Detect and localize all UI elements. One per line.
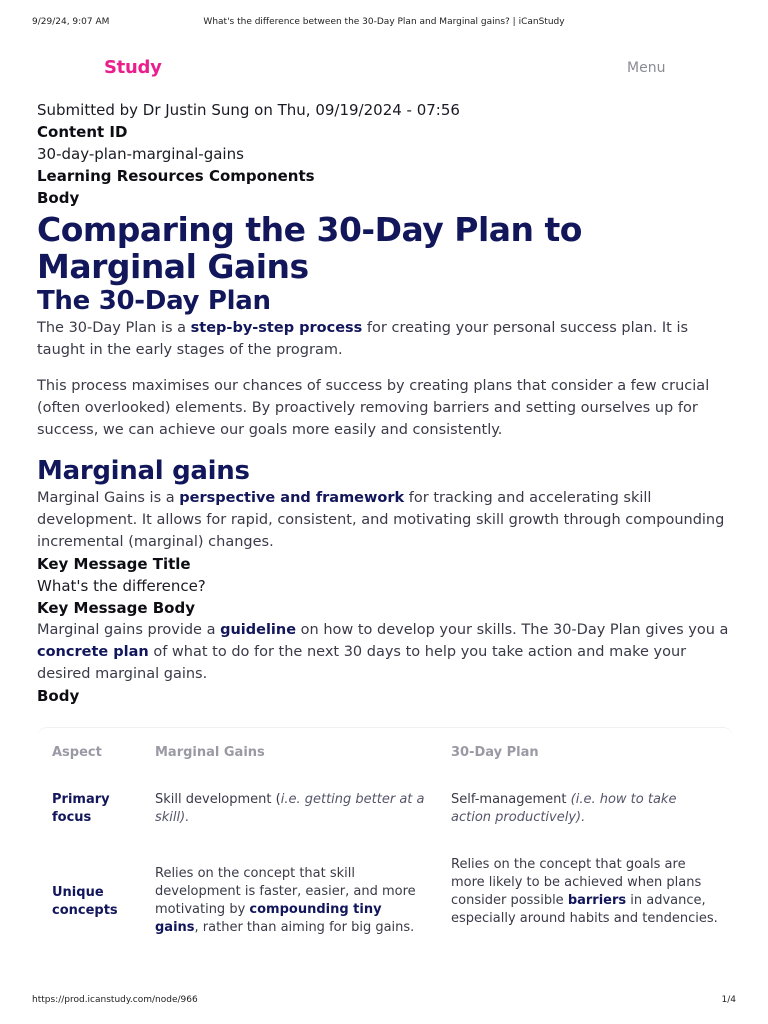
text-span: Skill development ( bbox=[155, 792, 281, 807]
emphasis-step-by-step: step-by-step process bbox=[190, 320, 363, 336]
italic-note: i.e. getting better at a skill). bbox=[155, 792, 425, 825]
print-url[interactable]: https://prod.icanstudy.com/node/966 bbox=[32, 995, 198, 1005]
marginal-gains-paragraph bbox=[37, 487, 737, 553]
body-label: Body bbox=[37, 189, 80, 207]
row-primary-focus-aspect: Primary focus bbox=[52, 792, 110, 825]
text-span: Relies on the concept that goals are more likely to be achieved when plans consider possible bbox=[451, 857, 702, 908]
text-span: , rather than aiming for big gains. bbox=[194, 920, 415, 935]
menu-button[interactable]: Menu bbox=[627, 60, 666, 76]
emphasis-compounding: compounding tiny gains bbox=[155, 902, 382, 935]
header-30-day-plan: 30-Day Plan bbox=[451, 745, 539, 760]
text-span: on how to develop your skills. The 30-Day Plan gives you a bbox=[296, 622, 729, 638]
print-doc-title: What's the difference between the 30-Day Plan and Marginal gains? | iCanStudy bbox=[203, 17, 565, 27]
content-id-value: 30-day-plan-marginal-gains bbox=[37, 145, 244, 163]
header-aspect: Aspect bbox=[52, 745, 102, 760]
key-message-title-value: What's the difference? bbox=[37, 577, 206, 595]
marginal-gains-heading: Marginal gains bbox=[37, 456, 250, 486]
text-span: Marginal gains provide a bbox=[37, 622, 221, 638]
article-title: Comparing the 30-Day Plan to Marginal Gains bbox=[37, 210, 582, 286]
text-span: Self-management bbox=[451, 792, 571, 807]
header-marginal-gains: Marginal Gains bbox=[155, 745, 265, 760]
submitted-by: Submitted by Dr Justin Sung on Thu, 09/19/2024 - 07:56 bbox=[37, 101, 460, 119]
emphasis-barriers: barriers bbox=[567, 893, 627, 908]
print-date: 9/29/24, 9:07 AM bbox=[32, 17, 110, 27]
emphasis-guideline: guideline bbox=[220, 622, 297, 638]
print-header bbox=[32, 17, 736, 29]
key-message-body bbox=[37, 619, 737, 685]
print-page-number: 1/4 bbox=[721, 995, 736, 1005]
plan-paragraph-1 bbox=[37, 317, 737, 361]
emphasis-perspective: perspective and framework bbox=[179, 490, 405, 506]
comparison-table bbox=[37, 727, 733, 967]
row-unique-concepts-plan bbox=[451, 856, 721, 928]
row-primary-focus-marginal bbox=[155, 791, 425, 827]
emphasis-concrete-plan: concrete plan bbox=[37, 644, 149, 660]
main-content bbox=[37, 99, 737, 707]
row-primary-focus-plan bbox=[451, 791, 711, 827]
text-span: of what to do for the next 30 days to help you take action and make your desired marginal gains. bbox=[37, 644, 687, 682]
text-span: for creating your personal success plan. It is taught in the early stages of the program. bbox=[37, 320, 689, 358]
text-span: for tracking and accelerating skill development. It allows for rapid, consistent, and motivating skill growth through compounding incremental (marginal) changes. bbox=[37, 490, 725, 550]
lrc-label: Learning Resources Components bbox=[37, 167, 315, 185]
italic-note: (i.e. how to take action productively). bbox=[451, 792, 677, 825]
text-span: Marginal Gains is a bbox=[37, 490, 180, 506]
plan-heading: The 30-Day Plan bbox=[37, 286, 271, 316]
row-unique-concepts-marginal bbox=[155, 865, 425, 937]
print-footer bbox=[32, 995, 736, 1007]
site-logo[interactable]: Study bbox=[104, 57, 162, 78]
text-span: The 30-Day Plan is a bbox=[37, 320, 191, 336]
key-message-title-label: Key Message Title bbox=[37, 555, 191, 573]
content-id-label: Content ID bbox=[37, 123, 128, 141]
text-span: Relies on the concept that skill development is faster, easier, and more motivating by bbox=[155, 866, 416, 917]
plan-paragraph-2: This process maximises our chances of success by creating plans that consider a few crucial (often overlooked) elements. By proactively removing barriers and setting ourselves up for success, we can achieve our goals more easily and consistently. bbox=[37, 378, 710, 438]
body-label-2: Body bbox=[37, 687, 80, 705]
key-message-body-label: Key Message Body bbox=[37, 599, 195, 617]
text-span: in advance, especially around habits and tendencies. bbox=[451, 893, 718, 926]
row-unique-concepts-aspect: Unique concepts bbox=[52, 885, 118, 918]
